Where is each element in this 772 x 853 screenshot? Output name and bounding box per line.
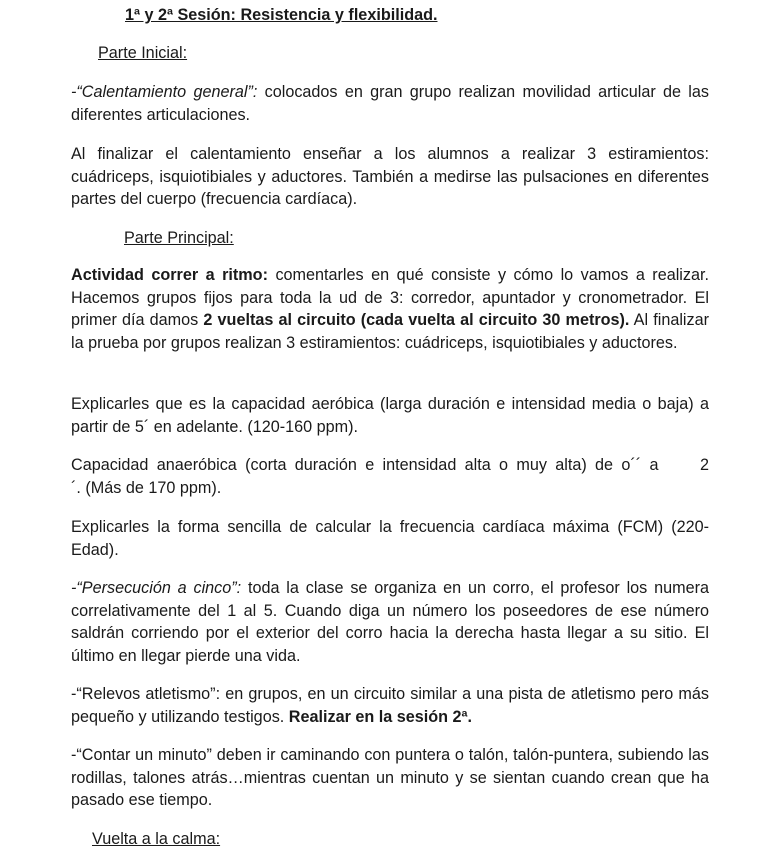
- paragraph-estiramientos: [71, 143, 709, 211]
- actividad-text1: comentarles en qué consiste y cómo lo vamos a realizar. Hacemos grupos fijos para toda la ud de 3: corredor, apuntador y cronometrador. El primer día damos: [71, 266, 709, 329]
- paragraph-contar-minuto: [71, 744, 709, 812]
- calentamiento-text: colocados en gran grupo realizan movilidad articular de las diferentes articulaciones.: [71, 83, 709, 124]
- heading-vuelta-calma: Vuelta a la calma:: [92, 830, 221, 848]
- paragraph-persecucion: [71, 577, 709, 667]
- heading-parte-inicial: Parte Inicial:: [98, 44, 188, 62]
- paragraph-aerobica: [71, 393, 709, 438]
- actividad-bold-lead: Actividad correr a ritmo:: [71, 266, 268, 284]
- paragraph-anaerobica: [71, 454, 709, 499]
- actividad-text2: Al finalizar la prueba por grupos realizan 3 estiramientos: cuádriceps, isquiotibiales y aductores.: [71, 311, 709, 352]
- relevos-text: -“Relevos atletismo”: en grupos, en un circuito similar a una pista de atletismo pero más pequeño y utilizando testigos.: [71, 685, 709, 726]
- paragraph-calentamiento: [71, 81, 709, 126]
- session-title: 1ª y 2ª Sesión: Resistencia y flexibilidad.: [125, 6, 438, 24]
- persecucion-lead: -“Persecución a cinco”:: [71, 579, 242, 597]
- paragraph-relevos: [71, 683, 709, 728]
- relevos-bold: Realizar en la sesión 2ª.: [288, 707, 473, 726]
- paragraph-fcm: [71, 516, 709, 561]
- aerobica-text: Explicarles que es la capacidad aeróbica (larga duración e intensidad media o baja) a partir de 5´ en adelante. (120-160 ppm).: [71, 395, 709, 436]
- calentamiento-lead: -“Calentamiento general”:: [71, 83, 258, 101]
- actividad-bold-vueltas: 2 vueltas al circuito (cada vuelta al circuito 30 metros).: [203, 311, 630, 329]
- minuto-text: -“Contar un minuto” deben ir caminando con puntera o talón, talón-puntera, subiendo las rodillas, talones atrás…mientras cuentan un minuto y se sientan cuando crean que ha pasado ese tiempo.: [71, 746, 709, 809]
- paragraph-actividad: [71, 264, 709, 354]
- estiramientos-text: Al finalizar el calentamiento enseñar a los alumnos a realizar 3 estiramientos: cuádriceps, isquiotibiales y aductores. También a medirse las pulsaciones en diferentes partes del cuerpo (frecuencia cardíaca).: [71, 145, 709, 208]
- anaerobica-line2: ´. (Más de 170 ppm).: [71, 478, 222, 497]
- heading-parte-principal: Parte Principal:: [124, 229, 234, 247]
- anaerobica-line1: Capacidad anaeróbica (corta duración e intensidad alta o muy alta) de o´´ a 2: [71, 456, 709, 474]
- persecucion-text: toda la clase se organiza en un corro, el profesor los numera correlativamente del 1 al 5. Cuando diga un número los poseedores de ese número saldrán corriendo por el exterior del corro hacia la derecha hasta llegar a su sitio. El último en llegar pierde una vida.: [71, 579, 709, 665]
- fcm-text: Explicarles la forma sencilla de calcular la frecuencia cardíaca máxima (FCM) (220- Edad).: [71, 518, 709, 559]
